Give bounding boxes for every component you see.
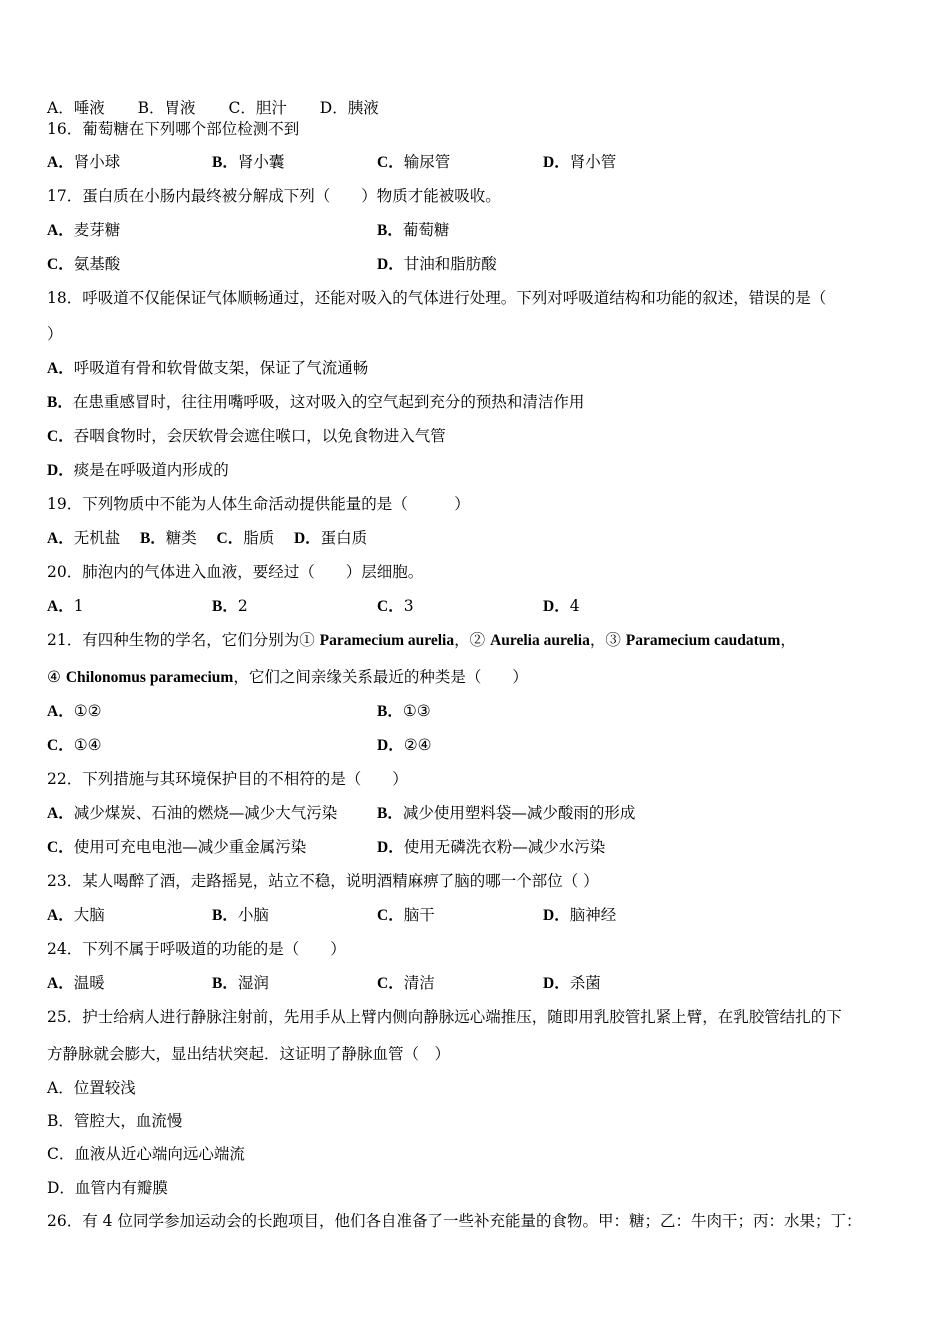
q24-option-c: C．清洁 — [377, 974, 435, 992]
q17-option-a: A．麦芽糖 — [47, 221, 121, 239]
q25-option-a: A．位置较浅 — [47, 1079, 136, 1097]
option-d: D．胰液 — [319, 99, 379, 117]
q24-stem: 24．下列不属于呼吸道的功能的是（ ） — [47, 940, 346, 958]
q21-stem-cont: ④ Chilonomus paramecium，它们之间亲缘关系最近的种类是（ ） — [47, 668, 528, 686]
q22-stem: 22．下列措施与其环境保护目的不相符的是（ ） — [47, 770, 408, 788]
q24-option-a: A．温暖 — [47, 974, 105, 992]
q20-option-c: C．3 — [377, 597, 414, 615]
q21-stem: 21．有四种生物的学名，它们分别为① Paramecium aurelia，② Aurelia aurelia，③ Paramecium caudatum， — [47, 631, 796, 649]
q26-stem: 26．有 4 位同学参加运动会的长跑项目，他们各自准备了一些补充能量的食物。甲：糖；乙：牛肉干；丙：水果；丁： — [47, 1212, 862, 1230]
q19-option-a: A．无机盐 — [47, 529, 121, 547]
option-c: C．胆汁 — [228, 99, 287, 117]
q15-options — [47, 98, 379, 118]
q21-option-d: D．②④ — [377, 736, 432, 754]
q16-option-c: C．输尿管 — [377, 153, 451, 171]
q23-option-b: B．小脑 — [212, 906, 269, 924]
q20-option-b: B．2 — [212, 597, 248, 615]
q22-option-d: D．使用无磷洗衣粉—减少水污染 — [377, 838, 606, 856]
option-a: A．唾液 — [47, 99, 105, 117]
q19-option-d: D．蛋白质 — [293, 529, 368, 547]
q24-option-b: B．湿润 — [212, 974, 269, 992]
q17-option-c: C．氨基酸 — [47, 255, 121, 273]
q18-option-a: A．呼吸道有骨和软骨做支架，保证了气流通畅 — [47, 359, 369, 377]
q22-option-a: A．减少煤炭、石油的燃烧—减少大气污染 — [47, 804, 338, 822]
q16-option-b: B．肾小囊 — [212, 153, 285, 171]
q25-option-c: C．血液从近心端向远心端流 — [47, 1145, 245, 1163]
q25-stem-cont: 方静脉就会膨大，显出结状突起．这证明了静脉血管（ ） — [47, 1045, 451, 1063]
q19-stem: 19．下列物质中不能为人体生命活动提供能量的是（ ） — [47, 495, 470, 513]
q17-option-d: D．甘油和脂肪酸 — [377, 255, 497, 273]
q18-stem-cont: ） — [47, 325, 63, 343]
q16-option-a: A．肾小球 — [47, 153, 121, 171]
q18-option-d: D．痰是在呼吸道内形成的 — [47, 461, 229, 479]
q17-option-b: B．葡萄糖 — [377, 221, 450, 239]
q18-option-c: C．吞咽食物时，会厌软骨会遮住喉口，以免食物进入气管 — [47, 427, 446, 445]
q21-option-b: B．①③ — [377, 702, 431, 720]
q25-option-d: D．血管内有瓣膜 — [47, 1179, 168, 1197]
q21-option-c: C．①④ — [47, 736, 102, 754]
q16-stem: 16．葡萄糖在下列哪个部位检测不到 — [47, 120, 300, 138]
q19-options — [47, 528, 367, 549]
q24-option-d: D．杀菌 — [543, 974, 601, 992]
q23-option-a: A．大脑 — [47, 906, 105, 924]
q17-stem: 17．蛋白质在小肠内最终被分解成下列（ ）物质才能被吸收。 — [47, 187, 501, 205]
q23-option-d: D．脑神经 — [543, 906, 617, 924]
q20-option-d: D．4 — [543, 597, 580, 615]
q23-option-c: C．脑干 — [377, 906, 435, 924]
q19-option-b: B．糖类 — [139, 529, 197, 547]
q21-option-a: A．①② — [47, 702, 102, 720]
q22-option-b: B．减少使用塑料袋—减少酸雨的形成 — [377, 804, 636, 822]
q20-option-a: A．1 — [47, 597, 84, 615]
q20-stem: 20．肺泡内的气体进入血液，要经过（ ）层细胞。 — [47, 563, 424, 581]
q16-option-d: D．肾小管 — [543, 153, 617, 171]
q25-option-b: B．管腔大，血流慢 — [47, 1112, 183, 1130]
q19-option-c: C．脂质 — [216, 529, 275, 547]
q18-option-b: B．在患重感冒时，往往用嘴呼吸，这对吸入的空气起到充分的预热和清洁作用 — [47, 393, 585, 411]
q22-option-c: C．使用可充电电池—减少重金属污染 — [47, 838, 307, 856]
q25-stem: 25．护士给病人进行静脉注射前，先用手从上臂内侧向静脉远心端推压，随即用乳胶管扎紧上臂，在乳胶管结扎的下 — [47, 1008, 842, 1026]
q18-stem: 18．呼吸道不仅能保证气体顺畅通过，还能对吸入的气体进行处理。下列对呼吸道结构和功能的叙述，错误的是（ — [47, 289, 827, 307]
q23-stem: 23．某人喝醉了酒，走路摇晃，站立不稳，说明酒精麻痹了脑的哪一个部位（ ） — [47, 872, 599, 890]
option-b: B．胃液 — [137, 99, 196, 117]
